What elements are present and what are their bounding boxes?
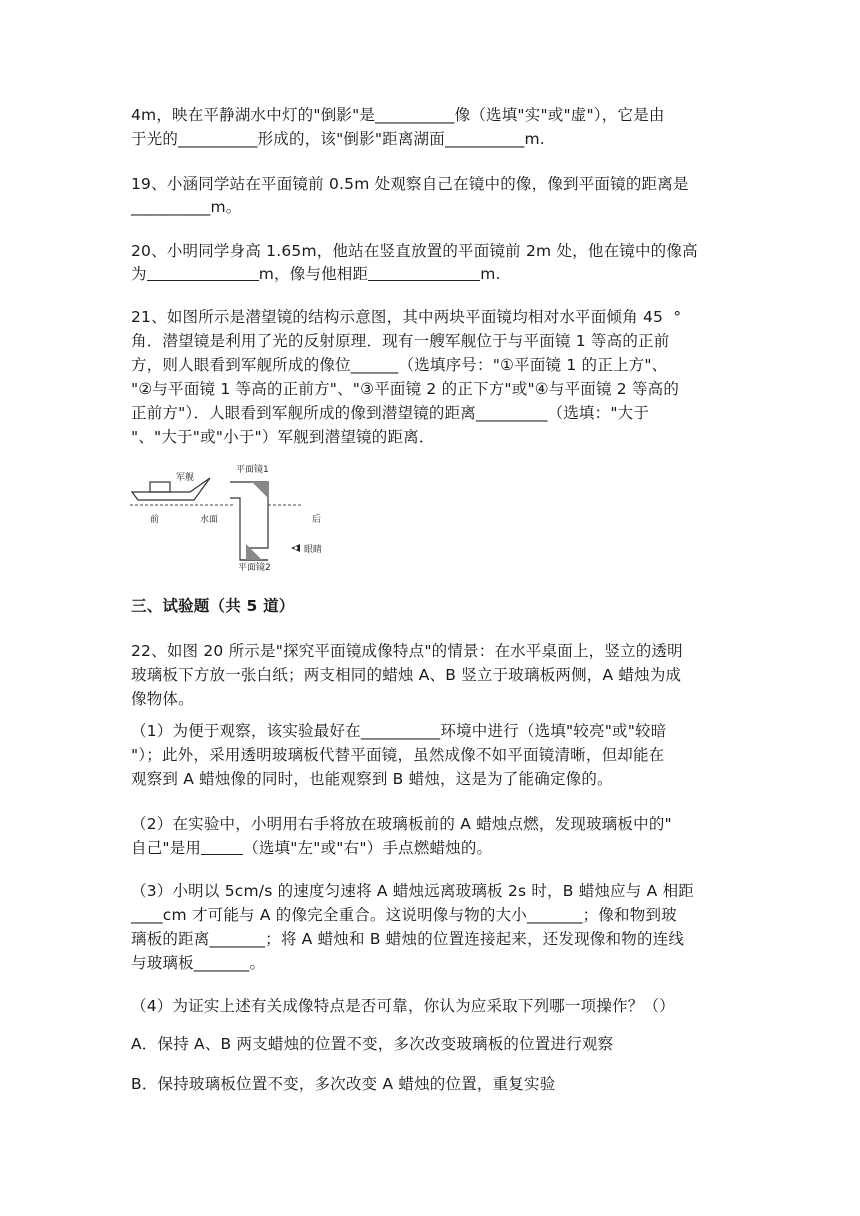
q21-line-1: 21、如图所示是潜望镜的结构示意图，其中两块平面镜均相对水平面倾角 45 ° [131, 308, 682, 326]
mirror-2 [246, 544, 262, 560]
q22-part3-line-4: 与玻璃板_______。 [131, 954, 266, 972]
q20-blank-height [147, 264, 259, 281]
q21-line-4: "②与平面镜 1 等高的正前方"、"③平面镜 2 的正下方"或"④与平面镜 2 等高的 [131, 380, 680, 398]
q19-line-2: __________m。 [131, 198, 242, 216]
q20-text-a: 为 [131, 265, 147, 283]
eye-label: 眼睛 [304, 545, 323, 555]
q22-line-1: 22、如图 20 所示是"探究平面镜成像特点"的情景：在水平桌面上，竖立的透明 [131, 642, 683, 660]
q22-option-a: A．保持 A、B 两支蜡烛的位置不变，多次改变玻璃板的位置进行观察 [131, 1035, 614, 1053]
q20-text-b: m，像与他相距 [258, 265, 369, 283]
q22-part1-line-1: （1）为便于观察，该实验最好在__________环境中进行（选填"较亮"或"较暗 [131, 722, 667, 740]
back-label: 后 [312, 515, 322, 525]
q20-line-2 [131, 263, 501, 285]
q22-part4-line-1: （4）为证实上述有关成像特点是否可靠，你认为应采取下列哪一项操作？（） [131, 997, 675, 1015]
q22-part3-line-3: 璃板的距离_______；将 A 蜡烛和 B 蜡烛的位置连接起来，还发现像和物的连线 [131, 930, 685, 948]
q22-part1-line-2: "）；此外，采用透明玻璃板代替平面镜，虽然成像不如平面镜清晰，但却能在 [131, 746, 665, 764]
mirror-1 [252, 482, 268, 498]
q20-blank-distance [368, 264, 480, 281]
q22-part2-text-a: 自己"是用 [131, 839, 202, 857]
q22-line-3: 像物体。 [131, 690, 194, 708]
eye-pupil [294, 546, 297, 549]
ship-cabin [150, 482, 170, 492]
q18-line-2: 于光的__________形成的，该"倒影"距离湖面__________m. [131, 130, 545, 148]
ship-hull [132, 478, 210, 500]
section-3-heading: 三、试验题（共 5 道） [131, 597, 295, 615]
q22-part3-line-2: ____cm 才可能与 A 的像完全重合。这说明像与物的大小_______；像和物到玻 [131, 906, 677, 924]
q22-line-2: 玻璃板下方放一张白纸；两支相同的蜡烛 A、B 竖立于玻璃板两侧，A 蜡烛为成 [131, 666, 682, 684]
q22-part2-blank-hand [201, 838, 243, 855]
q22-part3-line-1: （3）小明以 5cm/s 的速度匀速将 A 蜡烛远离玻璃板 2s 时，B 蜡烛应与 A 相距 [131, 882, 694, 900]
q22-part2-text-b: （选填"左"或"右"）手点燃蜡烛的。 [243, 839, 493, 857]
mirror-1-label: 平面镜1 [236, 465, 269, 475]
q18-line-1: 4m，映在平静湖水中灯的"倒影"是__________像（选填"实"或"虚"），它是由 [131, 106, 665, 124]
q22-part1-line-3: 观察到 A 蜡烛像的同时，也能观察到 B 蜡烛，这是为了能确定像的。 [131, 770, 613, 788]
q20-text-c: m. [480, 265, 501, 283]
ship-label: 军舰 [176, 473, 195, 483]
q21-line-3: 方，则人眼看到军舰所成的像位______（选填序号："①平面镜 1 的正上方"、 [131, 356, 668, 374]
periscope-figure [128, 460, 348, 575]
q22-part2-line-1: （2）在实验中，小明用右手将放在玻璃板前的 A 蜡烛点燃，发现玻璃板中的" [131, 815, 672, 833]
mirror-2-label: 平面镜2 [238, 563, 271, 573]
front-label: 前 [150, 515, 160, 525]
q22-part2-line-2 [131, 837, 492, 859]
q20-line-1: 20、小明同学身高 1.65m，他站在竖直放置的平面镜前 2m 处，他在镜中的像高 [131, 242, 698, 260]
water-label: 水面 [200, 515, 219, 525]
q21-line-5: 正前方"）．人眼看到军舰所成的像到潜望镜的距离_________（选填："大于 [131, 404, 650, 422]
q21-line-6: "、"大于"或"小于"）军舰到潜望镜的距离． [131, 428, 435, 446]
q22-option-b: B．保持玻璃板位置不变，多次改变 A 蜡烛的位置，重复实验 [131, 1075, 556, 1093]
q19-line-1: 19、小涵同学站在平面镜前 0.5m 处观察自己在镜中的像，像到平面镜的距离是 [131, 175, 689, 193]
q21-line-2: 角．潜望镜是利用了光的反射原理．现有一艘军舰位于与平面镜 1 等高的正前 [131, 332, 670, 350]
